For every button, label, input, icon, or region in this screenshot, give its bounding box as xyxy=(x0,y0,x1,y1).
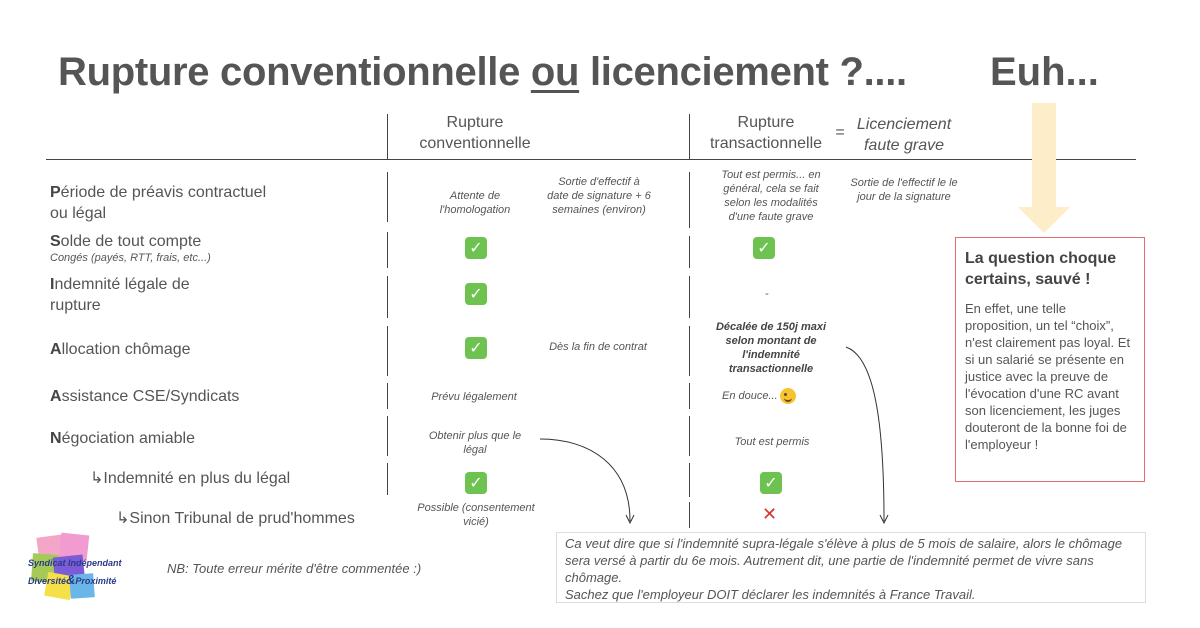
row-label-indemnite: Indemnité légale de rupture xyxy=(50,276,190,314)
column-header-rupture-transactionnelle: Rupture transactionnelle xyxy=(709,114,823,152)
column-divider-1-top xyxy=(387,114,388,159)
connector-curve-negociation xyxy=(540,439,630,521)
cross-icon: ✕ xyxy=(762,504,778,525)
title-part2: licenciement ?.... xyxy=(579,50,907,94)
column-divider-2-top xyxy=(689,114,690,159)
callout-heading: La question choque certains, sauvé ! xyxy=(965,250,1117,288)
cell-rc-chomage: Dès la fin de contrat xyxy=(549,341,647,353)
callout-body: En effet, une telle proposition, un tel “choix”, n'est clairement pas loyal. Et si un salarié se présente en justice avec la preuve de l'évocation d'une RC avant son licenciement, les juges douteront de la bonne foi de l'employeur ! xyxy=(965,301,1131,452)
column-divider-1-row5 xyxy=(387,383,388,409)
cell-rt-chomage: Décalée de 150j maxi selon montant de l'indemnité transactionnelle xyxy=(715,321,827,375)
row-sublabel-conges: Congés (payés, RTT, frais, etc...) xyxy=(50,252,211,264)
cell-rt-preavis: Tout est permis... en général, cela se fait selon les modalités d'une faute grave xyxy=(721,169,821,223)
check-icon: ✓ xyxy=(465,283,487,305)
check-icon: ✓ xyxy=(465,472,487,494)
footer-note: NB: Toute erreur mérite d'être commentée :) xyxy=(167,561,422,576)
check-icon: ✓ xyxy=(465,337,487,359)
column-header-equals: = xyxy=(835,124,845,141)
column-header-licenciement-faute-grave: Licenciement faute grave xyxy=(856,116,952,154)
logo-text-line2: Diversité&Proximité xyxy=(28,572,117,587)
row-label-tribunal: ↳Sinon Tribunal de prud'hommes xyxy=(116,510,355,527)
check-icon: ✓ xyxy=(465,237,487,259)
down-arrow-head-icon xyxy=(1018,207,1070,233)
column-divider-2-row1 xyxy=(689,172,690,228)
column-divider-2-row3 xyxy=(689,276,690,318)
row-label-chomage: Allocation chômage xyxy=(50,341,191,358)
cell-lfg-preavis: Sortie de l'effectif le le jour de la signature xyxy=(850,177,958,203)
cell-rc-assistance: Prévu légalement xyxy=(431,391,517,403)
down-arrow-icon xyxy=(1032,103,1056,209)
cell-rc-preavis: Attente de l'homologation xyxy=(439,190,511,216)
row-label-preavis: Période de préavis contractuel ou légal xyxy=(50,184,267,222)
sub-arrow-icon: ↳ xyxy=(116,510,130,527)
check-icon: ✓ xyxy=(760,472,782,494)
title-part1: Rupture conventionnelle xyxy=(58,50,531,94)
title-underlined: ou xyxy=(530,50,580,94)
cell-rc-tribunal: Possible (consentement vicié) xyxy=(417,502,535,528)
row-label-solde: Solde de tout compte xyxy=(50,233,202,250)
column-divider-1-row1 xyxy=(387,172,388,222)
cell-rt-assistance: En douce... xyxy=(722,388,822,404)
column-divider-1-row2 xyxy=(387,232,388,268)
column-divider-1-row6 xyxy=(387,416,388,456)
title-euh: Euh... xyxy=(990,50,1099,94)
check-icon: ✓ xyxy=(753,237,775,259)
row-label-negociation: Négociation amiable xyxy=(50,430,195,447)
row-label-indemnite-plus: ↳Indemnité en plus du légal xyxy=(90,470,291,487)
cell-rt-negociation: Tout est permis xyxy=(734,436,810,448)
logo-text-line1: Syndicat Indépendant xyxy=(28,558,122,568)
connector-curve-chomage xyxy=(846,347,884,521)
union-logo xyxy=(28,534,138,602)
cell-rt-indemnite: - xyxy=(765,288,769,300)
column-divider-1-row4 xyxy=(387,326,388,376)
table-header-divider xyxy=(46,159,1136,160)
connector-arrows xyxy=(530,335,900,530)
column-header-rupture-conventionnelle: Rupture conventionnelle xyxy=(419,114,531,152)
column-divider-2-row2 xyxy=(689,236,690,268)
sub-arrow-icon: ↳ xyxy=(90,470,104,487)
page-title xyxy=(58,50,907,95)
note-line2: Sachez que l'employeur DOIT déclarer les indemnités à France Travail. xyxy=(565,587,976,602)
note-box xyxy=(556,532,1146,603)
cell-rc-negociation: Obtenir plus que le légal xyxy=(428,430,522,456)
cell-rc-preavis-sortie: Sortie d'effectif à date de signature + 6 semaines (environ) xyxy=(547,176,651,216)
callout-box xyxy=(955,237,1145,482)
column-divider-1-row3 xyxy=(387,276,388,318)
row-label-assistance: Assistance CSE/Syndicats xyxy=(50,388,240,405)
note-line1: Ca veut dire que si l'indemnité supra-légale s'élève à plus de 5 mois de salaire, alors le chômage sera versé à partir du 6e mois. Autrement dit, une partie de l'indemnité permet de vivre sans chômage. xyxy=(565,536,1123,585)
